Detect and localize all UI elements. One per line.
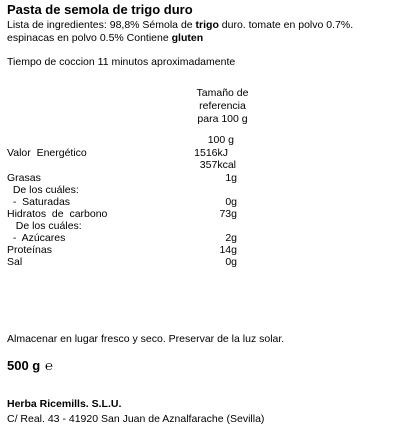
energy-label: Valor Energético <box>7 147 87 159</box>
nutrient-label: De los cuáles: <box>7 220 82 232</box>
nutrient-value: 2g <box>225 232 237 244</box>
energy-kcal: 357kcal <box>199 159 236 171</box>
estimate-mark-icon: ℮ <box>45 358 53 373</box>
reference-line: para 100 g <box>197 113 248 125</box>
nutrient-label: Grasas <box>7 172 41 184</box>
allergen-trigo: trigo <box>195 19 219 31</box>
ingredients-list <box>7 19 395 45</box>
company-name: Herba Ricemills. S.L.U. <box>7 398 122 410</box>
table-row <box>0 134 400 147</box>
allergen-gluten: gluten <box>171 32 204 44</box>
nutrient-label: - Saturadas <box>7 196 71 208</box>
nutrient-label: - Azúcares <box>7 232 66 244</box>
ingredients-text: Lista de ingredientes: 98,8% Sémola de <box>7 19 196 31</box>
reference-size <box>175 87 270 126</box>
ingredients-text: espinacas en polvo 0.5% Contiene <box>7 32 172 44</box>
ingredients-text: duro. tomate en polvo 0.7%. <box>218 19 354 31</box>
table-row <box>0 256 400 269</box>
nutrient-value: 1g <box>225 172 237 184</box>
nutrient-value: 73g <box>219 208 237 220</box>
nutrient-label: Proteínas <box>7 244 52 256</box>
reference-line: Tamaño de referencia <box>196 87 249 112</box>
company-address: C/ Real. 43 - 41920 San Juan de Aznalfarache (Sevilla) <box>7 413 265 425</box>
header-value: 100 g <box>207 134 234 146</box>
product-title: Pasta de semola de trigo duro <box>7 2 193 17</box>
nutrient-label: Sal <box>7 256 23 268</box>
nutrient-value: 14g <box>219 244 237 256</box>
table-divider <box>183 128 243 129</box>
nutrient-value: 0g <box>225 196 237 208</box>
nutrient-label: Hidratos de carbono <box>7 208 108 220</box>
energy-kj: 1516kJ <box>194 147 228 159</box>
table-row <box>0 159 400 172</box>
net-weight: 500 g <box>7 358 41 373</box>
nutrient-value: 0g <box>225 256 237 268</box>
cooking-time: Tiempo de coccion 11 minutos aproximadamente <box>7 56 236 68</box>
nutrient-label: De los cuáles: <box>7 184 79 196</box>
storage-instructions: Almacenar en lugar fresco y seco. Preservar de la luz solar. <box>7 333 285 345</box>
